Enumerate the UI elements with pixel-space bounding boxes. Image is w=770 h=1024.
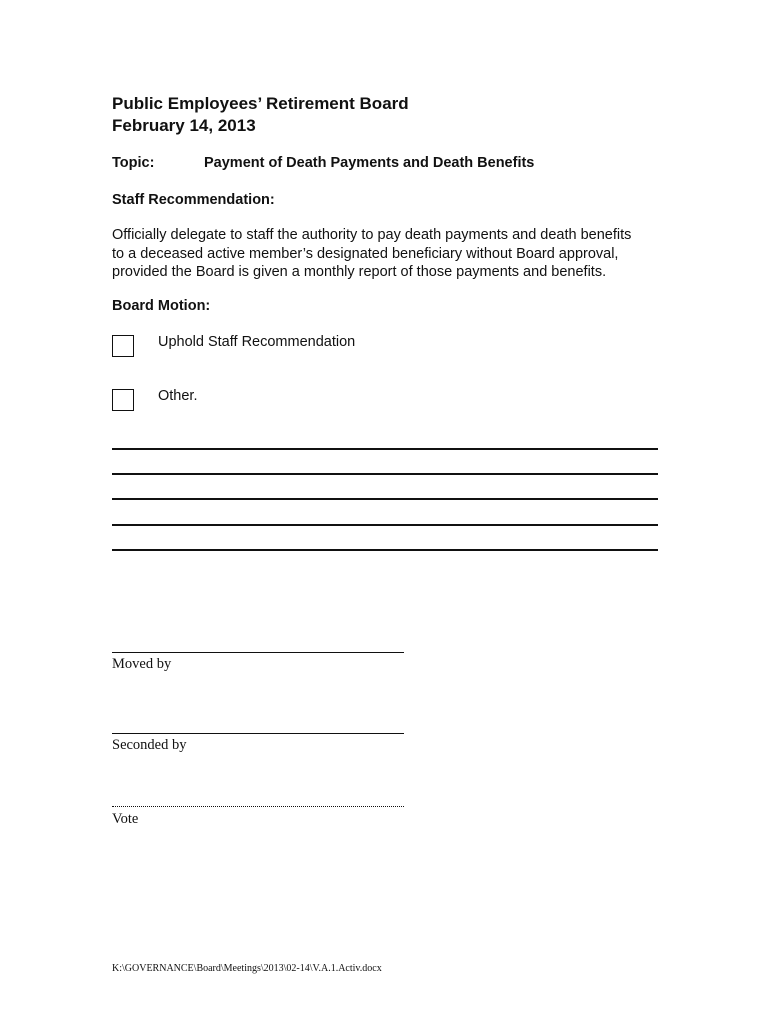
moved-by-label: Moved by [112,656,172,672]
vote-signature-line[interactable] [112,806,404,807]
board-motion-heading: Board Motion: [112,298,211,314]
other-checkbox[interactable] [112,389,134,411]
notes-line[interactable] [112,498,658,500]
uphold-recommendation-label: Uphold Staff Recommendation [158,334,356,350]
meeting-date: February 14, 2013 [112,116,256,135]
page-title: Public Employees’ Retirement Board [112,94,409,113]
topic-value: Payment of Death Payments and Death Benefits [204,155,535,171]
notes-line[interactable] [112,448,658,450]
staff-recommendation-heading: Staff Recommendation: [112,192,275,208]
vote-label: Vote [112,811,139,827]
moved-by-signature-line[interactable] [112,652,404,653]
uphold-recommendation-checkbox[interactable] [112,335,134,357]
topic-label: Topic: [112,155,155,171]
other-label: Other. [158,388,198,404]
seconded-by-signature-line[interactable] [112,733,404,734]
notes-line[interactable] [112,473,658,475]
notes-line[interactable] [112,524,658,526]
recommendation-line: provided the Board is given a monthly report of those payments and benefits. [112,264,607,280]
notes-line[interactable] [112,549,658,551]
recommendation-line: to a deceased active member’s designated beneficiary without Board approval, [112,245,619,262]
file-path-footer: K:\GOVERNANCE\Board\Meetings\2013\02-14\V.A.1.Activ.docx [112,963,382,974]
recommendation-line: Officially delegate to staff the authority to pay death payments and death benefits [112,227,632,243]
staff-recommendation-text [112,226,672,282]
seconded-by-label: Seconded by [112,737,187,753]
